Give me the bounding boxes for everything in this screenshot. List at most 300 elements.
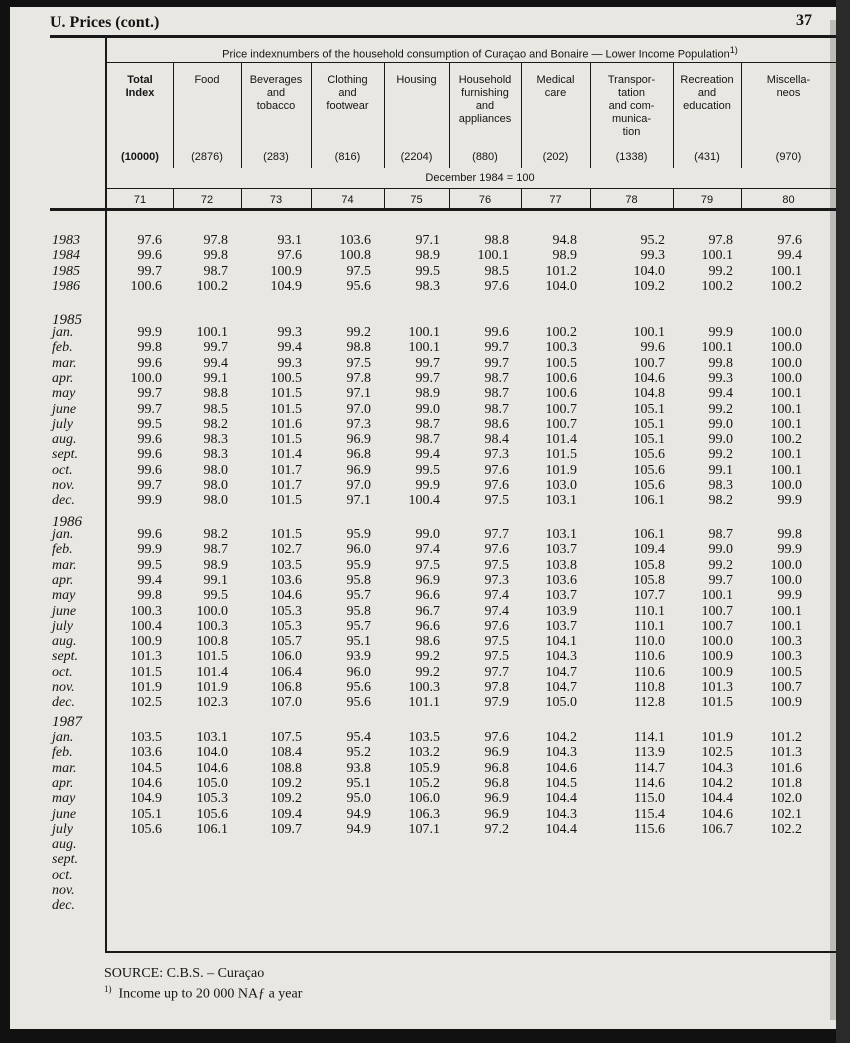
row-label: oct. <box>52 664 73 680</box>
table-cell: 95.2 <box>346 745 371 761</box>
table-cell: 99.0 <box>415 527 440 542</box>
table-cell: 99.7 <box>137 263 162 279</box>
row-label: nov. <box>52 883 75 898</box>
table-cell: 100.2 <box>770 432 802 448</box>
table-cell: 100.1 <box>701 340 733 356</box>
table-cell: 98.8 <box>203 386 228 402</box>
row-label: june <box>52 603 77 619</box>
table-cell: 104.4 <box>545 791 577 807</box>
table-cell: 107.0 <box>270 695 302 711</box>
table-cell: 99.8 <box>708 355 733 371</box>
table-cell: 99.5 <box>415 462 440 478</box>
table-cell: 109.4 <box>633 542 665 558</box>
table-cell: 100.0 <box>770 557 802 573</box>
column-weight: (880) <box>472 151 498 163</box>
column-header: Beverages and tobacco <box>249 74 303 112</box>
table-cell: 100.3 <box>770 634 802 650</box>
table-cell: 97.5 <box>484 557 509 573</box>
column-weight: (2876) <box>191 151 223 163</box>
table-cell: 103.7 <box>545 588 577 604</box>
table-cell: 98.6 <box>415 634 440 650</box>
table-cell: 100.7 <box>701 603 733 619</box>
table-cell: 99.3 <box>277 325 302 340</box>
row-label: mar. <box>52 355 77 371</box>
table-cell: 96.7 <box>415 603 440 619</box>
table-cell: 100.1 <box>701 248 733 264</box>
table-cell: 101.5 <box>270 493 302 509</box>
table-cell: 98.2 <box>203 416 228 432</box>
column-header: Recreation and education <box>680 74 734 112</box>
table-cell: 103.1 <box>196 730 228 745</box>
table-cell: 99.4 <box>708 386 733 402</box>
row-label: june <box>52 401 77 417</box>
column-code: 73 <box>269 194 283 206</box>
table-cell: 99.9 <box>137 325 162 340</box>
table-cell: 99.4 <box>777 248 802 264</box>
table-cell: 101.9 <box>130 680 162 695</box>
row-label: 1983 <box>52 233 80 248</box>
table-cell: 97.4 <box>484 588 509 604</box>
table-cell: 105.2 <box>408 775 440 791</box>
table-cell: 96.6 <box>415 618 440 634</box>
table-cell: 105.6 <box>633 462 665 478</box>
table-cell: 100.5 <box>545 355 577 371</box>
table-cell: 109.2 <box>633 278 665 294</box>
column-header: Household furnishing and appliances <box>458 74 512 125</box>
table-cell: 100.3 <box>408 680 440 695</box>
table-cell: 97.6 <box>484 618 509 634</box>
table-cell: 100.6 <box>545 370 577 386</box>
table-cell: 100.4 <box>408 493 440 509</box>
table-cell: 100.6 <box>545 386 577 402</box>
table-cell: 96.9 <box>484 806 509 822</box>
table-cell: 99.7 <box>137 401 162 417</box>
table-cell: 99.0 <box>415 401 440 417</box>
table-cell: 99.6 <box>137 527 162 542</box>
table-cell: 98.5 <box>203 401 228 417</box>
table-cell: 97.1 <box>346 386 371 402</box>
table-cell: 100.1 <box>408 340 440 356</box>
row-label: july <box>52 618 73 634</box>
table-cell: 98.3 <box>708 478 733 493</box>
table-cell: 103.1 <box>545 493 577 509</box>
table-cell: 99.4 <box>277 340 302 356</box>
table-cell: 99.2 <box>708 263 733 279</box>
table-cell: 106.0 <box>408 791 440 807</box>
column-code: 80 <box>782 194 795 206</box>
table-cell: 99.3 <box>708 370 733 386</box>
table-cell: 100.1 <box>196 325 228 340</box>
table-cell: 100.1 <box>633 325 665 340</box>
row-label: 1986 <box>52 278 80 294</box>
table-cell: 102.0 <box>770 791 802 807</box>
table-cell: 99.0 <box>708 542 733 558</box>
table-cell: 100.0 <box>770 370 802 386</box>
column-weight: (2204) <box>400 151 433 163</box>
table-cell: 104.6 <box>545 760 577 776</box>
row-label: nov. <box>52 680 75 695</box>
table-cell: 99.6 <box>137 432 162 448</box>
table-cell: 105.1 <box>633 432 665 448</box>
table-cell: 103.9 <box>545 603 577 619</box>
table-cell: 101.5 <box>196 649 228 665</box>
table-cell: 99.6 <box>484 325 509 340</box>
row-label: june <box>52 806 77 822</box>
table-cell: 99.2 <box>708 401 733 417</box>
table-cell: 100.1 <box>477 248 509 264</box>
table-cell: 101.4 <box>270 447 302 463</box>
table-cell: 100.7 <box>545 401 577 417</box>
row-label: oct. <box>52 462 73 478</box>
table-cell: 104.9 <box>130 791 162 807</box>
table-cell: 100.7 <box>701 618 733 634</box>
table-cell: 98.7 <box>708 527 733 542</box>
table-cell: 105.9 <box>408 760 440 776</box>
table-cell: 95.9 <box>346 527 371 542</box>
row-label: dec. <box>52 898 75 914</box>
table-cell: 104.3 <box>701 760 733 776</box>
table-cell: 95.6 <box>346 695 371 711</box>
table-cell: 100.1 <box>770 416 802 432</box>
table-cell: 101.5 <box>270 386 302 402</box>
table-cell: 97.8 <box>346 370 371 386</box>
table-cell: 95.1 <box>346 775 371 791</box>
table-cell: 106.4 <box>270 664 302 680</box>
column-divider <box>311 189 312 208</box>
table-cell: 101.7 <box>270 478 302 493</box>
table-cell: 99.4 <box>415 447 440 463</box>
table-cell: 100.0 <box>770 340 802 356</box>
table-cell: 115.0 <box>634 791 665 807</box>
table-cell: 104.4 <box>545 821 577 837</box>
table-cell: 96.9 <box>484 745 509 761</box>
table-cell: 103.6 <box>130 745 162 761</box>
column-divider <box>384 189 385 208</box>
title-divider <box>105 62 836 63</box>
table-cell: 104.2 <box>545 730 577 745</box>
row-label: dec. <box>52 493 75 509</box>
row-label: jan. <box>52 527 74 542</box>
row-label: jan. <box>52 325 74 340</box>
table-cell: 103.7 <box>545 618 577 634</box>
column-divider <box>590 189 591 208</box>
column-divider <box>241 189 242 208</box>
table-cell: 104.8 <box>633 386 665 402</box>
table-cell: 102.5 <box>701 745 733 761</box>
table-cell: 100.3 <box>545 340 577 356</box>
column-code: 75 <box>410 194 423 206</box>
row-label: mar. <box>52 557 77 573</box>
column-code: 78 <box>625 194 638 206</box>
table-cell: 98.7 <box>203 542 228 558</box>
table-cell: 112.8 <box>634 695 665 711</box>
scan-border <box>836 0 850 1043</box>
table-cell: 101.9 <box>196 680 228 695</box>
table-cell: 99.1 <box>203 370 228 386</box>
table-cell: 97.6 <box>484 730 509 745</box>
table-cell: 98.7 <box>484 370 509 386</box>
table-cell: 97.5 <box>484 493 509 509</box>
table-cell: 99.2 <box>415 664 440 680</box>
table-cell: 110.1 <box>634 603 665 619</box>
table-cell: 106.0 <box>270 649 302 665</box>
table-cell: 99.6 <box>137 248 162 264</box>
table-cell: 101.9 <box>545 462 577 478</box>
column-header: Total Index <box>125 74 155 99</box>
table-cell: 101.3 <box>770 745 802 761</box>
table-cell: 109.2 <box>270 775 302 791</box>
table-cell: 99.0 <box>708 432 733 448</box>
row-label: sept. <box>52 852 79 868</box>
table-cell: 100.1 <box>770 401 802 417</box>
table-cell: 110.8 <box>634 680 665 695</box>
table-cell: 99.6 <box>137 447 162 463</box>
table-cell: 96.9 <box>346 462 371 478</box>
table-cell: 97.5 <box>346 263 371 279</box>
column-header: Miscella- neos <box>766 74 811 99</box>
table-cell: 100.7 <box>770 680 802 695</box>
column-divider <box>521 189 522 208</box>
table-cell: 100.3 <box>130 603 162 619</box>
table-cell: 99.7 <box>484 355 509 371</box>
column-divider <box>311 63 312 168</box>
code-row-top-rule <box>105 188 836 189</box>
table-cell: 109.4 <box>270 806 302 822</box>
table-cell: 100.5 <box>770 664 802 680</box>
table-cell: 97.6 <box>777 233 802 248</box>
table-title <box>180 45 780 61</box>
table-cell: 99.8 <box>203 248 228 264</box>
table-cell: 100.8 <box>196 634 228 650</box>
table-cell: 109.7 <box>270 821 302 837</box>
table-cell: 97.6 <box>277 248 302 264</box>
table-cell: 98.2 <box>203 527 228 542</box>
table-cell: 100.8 <box>339 248 371 264</box>
table-cell: 104.6 <box>633 370 665 386</box>
table-cell: 98.5 <box>484 263 509 279</box>
table-cell: 100.9 <box>130 634 162 650</box>
table-cell: 100.4 <box>130 618 162 634</box>
table-cell: 100.1 <box>770 618 802 634</box>
table-cell: 105.6 <box>196 806 228 822</box>
table-cell: 110.1 <box>634 618 665 634</box>
table-cell: 101.5 <box>270 401 302 417</box>
table-cell: 99.9 <box>137 493 162 509</box>
table-cell: 99.7 <box>137 478 162 493</box>
footnote-mark: 1) <box>104 984 112 994</box>
table-cell: 106.1 <box>633 493 665 509</box>
table-cell: 97.8 <box>203 233 228 248</box>
row-label: 1984 <box>52 248 80 264</box>
table-cell: 97.1 <box>346 493 371 509</box>
table-cell: 104.0 <box>545 278 577 294</box>
table-cell: 97.6 <box>484 542 509 558</box>
table-cell: 100.2 <box>701 278 733 294</box>
column-header: Food <box>194 74 220 86</box>
table-cell: 99.0 <box>708 416 733 432</box>
row-label: apr. <box>52 775 74 791</box>
page-number: 37 <box>796 12 812 29</box>
row-label: 1985 <box>52 263 80 279</box>
table-cell: 99.2 <box>708 557 733 573</box>
table-cell: 95.6 <box>346 680 371 695</box>
table-cell: 104.5 <box>545 775 577 791</box>
table-cell: 97.0 <box>346 401 371 417</box>
table-cell: 98.0 <box>203 478 228 493</box>
table-cell: 99.1 <box>708 462 733 478</box>
table-cell: 100.1 <box>408 325 440 340</box>
table-cell: 98.9 <box>415 386 440 402</box>
table-cell: 99.8 <box>137 340 162 356</box>
column-weight: (816) <box>334 151 361 163</box>
table-cell: 95.1 <box>346 634 371 650</box>
table-cell: 98.8 <box>484 233 509 248</box>
table-cell: 102.3 <box>196 695 228 711</box>
table-cell: 97.8 <box>484 680 509 695</box>
table-cell: 98.7 <box>484 386 509 402</box>
table-cell: 102.2 <box>770 821 802 837</box>
column-divider <box>673 189 674 208</box>
footnote-text: Income up to 20 000 NAƒ a year <box>118 986 303 1002</box>
row-label: may <box>52 588 76 604</box>
row-label: aug. <box>52 634 77 650</box>
table-cell: 100.2 <box>770 278 802 294</box>
table-cell: 101.8 <box>770 775 802 791</box>
row-label: aug. <box>52 432 77 448</box>
table-cell: 96.8 <box>346 447 371 463</box>
table-cell: 100.6 <box>130 278 162 294</box>
column-divider <box>384 63 385 168</box>
table-cell: 99.5 <box>203 588 228 604</box>
table-cell: 100.0 <box>770 325 802 340</box>
column-weight: (10000) <box>121 151 159 163</box>
table-cell: 99.6 <box>640 340 665 356</box>
table-cell: 94.9 <box>346 821 371 837</box>
table-cell: 103.7 <box>545 542 577 558</box>
row-label: aug. <box>52 837 77 853</box>
column-code: 76 <box>478 194 492 206</box>
table-cell: 93.8 <box>346 760 371 776</box>
table-cell: 99.9 <box>415 478 440 493</box>
row-label: july <box>52 416 73 432</box>
row-label: oct. <box>52 867 73 883</box>
table-cell: 97.6 <box>484 478 509 493</box>
table-cell: 98.4 <box>484 432 509 448</box>
table-cell: 104.6 <box>130 775 162 791</box>
table-cell: 100.1 <box>701 588 733 604</box>
table-cell: 97.6 <box>484 462 509 478</box>
section-year-label: 1987 <box>52 714 82 730</box>
table-cell: 97.4 <box>484 603 509 619</box>
column-header: Transpor- tation and com- munica- tion <box>607 74 656 138</box>
table-cell: 98.3 <box>203 447 228 463</box>
table-cell: 97.6 <box>137 233 162 248</box>
table-cell: 97.5 <box>484 634 509 650</box>
table-cell: 99.2 <box>346 325 371 340</box>
table-cell: 101.4 <box>545 432 577 448</box>
table-cell: 103.6 <box>270 572 302 588</box>
row-label: mar. <box>52 760 77 776</box>
column-code: 79 <box>700 194 714 206</box>
table-cell: 101.6 <box>770 760 802 776</box>
table-cell: 101.4 <box>196 664 228 680</box>
table-cell: 100.7 <box>633 355 665 371</box>
table-cell: 106.1 <box>633 527 665 542</box>
table-cell: 106.1 <box>196 821 228 837</box>
table-cell: 96.9 <box>415 572 440 588</box>
row-label: apr. <box>52 370 74 386</box>
table-cell: 105.8 <box>633 572 665 588</box>
table-cell: 105.3 <box>270 618 302 634</box>
table-cell: 101.2 <box>770 730 802 745</box>
table-cell: 103.5 <box>408 730 440 745</box>
table-cell: 103.2 <box>408 745 440 761</box>
table-cell: 105.7 <box>270 634 302 650</box>
table-cell: 100.3 <box>196 618 228 634</box>
table-cell: 108.4 <box>270 745 302 761</box>
table-cell: 110.6 <box>634 664 665 680</box>
column-weight: (1338) <box>615 151 648 163</box>
table-cell: 100.0 <box>196 603 228 619</box>
table-cell: 97.6 <box>484 278 509 294</box>
column-weight: (970) <box>775 151 802 163</box>
table-cell: 106.7 <box>701 821 733 837</box>
table-cell: 93.9 <box>346 649 371 665</box>
table-cell: 99.5 <box>137 557 162 573</box>
table-cell: 104.1 <box>545 634 577 650</box>
table-cell: 104.2 <box>701 775 733 791</box>
table-cell: 101.7 <box>270 462 302 478</box>
table-cell: 100.2 <box>545 325 577 340</box>
table-cell: 98.2 <box>708 493 733 509</box>
table-cell: 100.9 <box>701 649 733 665</box>
table-cell: 96.6 <box>415 588 440 604</box>
row-label: jan. <box>52 730 74 745</box>
table-cell: 99.3 <box>640 248 665 264</box>
table-cell: 100.9 <box>270 263 302 279</box>
table-cell: 98.3 <box>415 278 440 294</box>
row-label: feb. <box>52 745 73 761</box>
table-cell: 99.9 <box>777 493 802 509</box>
table-cell: 99.8 <box>777 527 802 542</box>
table-cell: 101.5 <box>701 695 733 711</box>
table-cell: 115.4 <box>634 806 665 822</box>
table-cell: 100.0 <box>130 370 162 386</box>
table-cell: 101.5 <box>270 432 302 448</box>
table-cell: 114.7 <box>634 760 665 776</box>
column-divider <box>673 63 674 168</box>
table-cell: 99.4 <box>137 572 162 588</box>
footnote <box>104 984 302 1003</box>
table-cell: 99.7 <box>484 340 509 356</box>
table-cell: 105.3 <box>270 603 302 619</box>
table-cell: 110.6 <box>634 649 665 665</box>
column-weight: (283) <box>263 151 289 163</box>
table-cell: 97.1 <box>415 233 440 248</box>
row-label: feb. <box>52 542 73 558</box>
table-cell: 98.7 <box>415 432 440 448</box>
table-cell: 99.4 <box>203 355 228 371</box>
table-cell: 105.6 <box>633 478 665 493</box>
table-title-text: Price indexnumbers of the household consumption of Curaçao and Bonaire — Lower Income Population <box>222 48 730 61</box>
table-cell: 96.9 <box>346 432 371 448</box>
table-cell: 101.3 <box>130 649 162 665</box>
table-cell: 97.3 <box>484 447 509 463</box>
table-cell: 100.1 <box>770 462 802 478</box>
table-cell: 94.9 <box>346 806 371 822</box>
table-cell: 104.4 <box>701 791 733 807</box>
table-cell: 104.7 <box>545 680 577 695</box>
